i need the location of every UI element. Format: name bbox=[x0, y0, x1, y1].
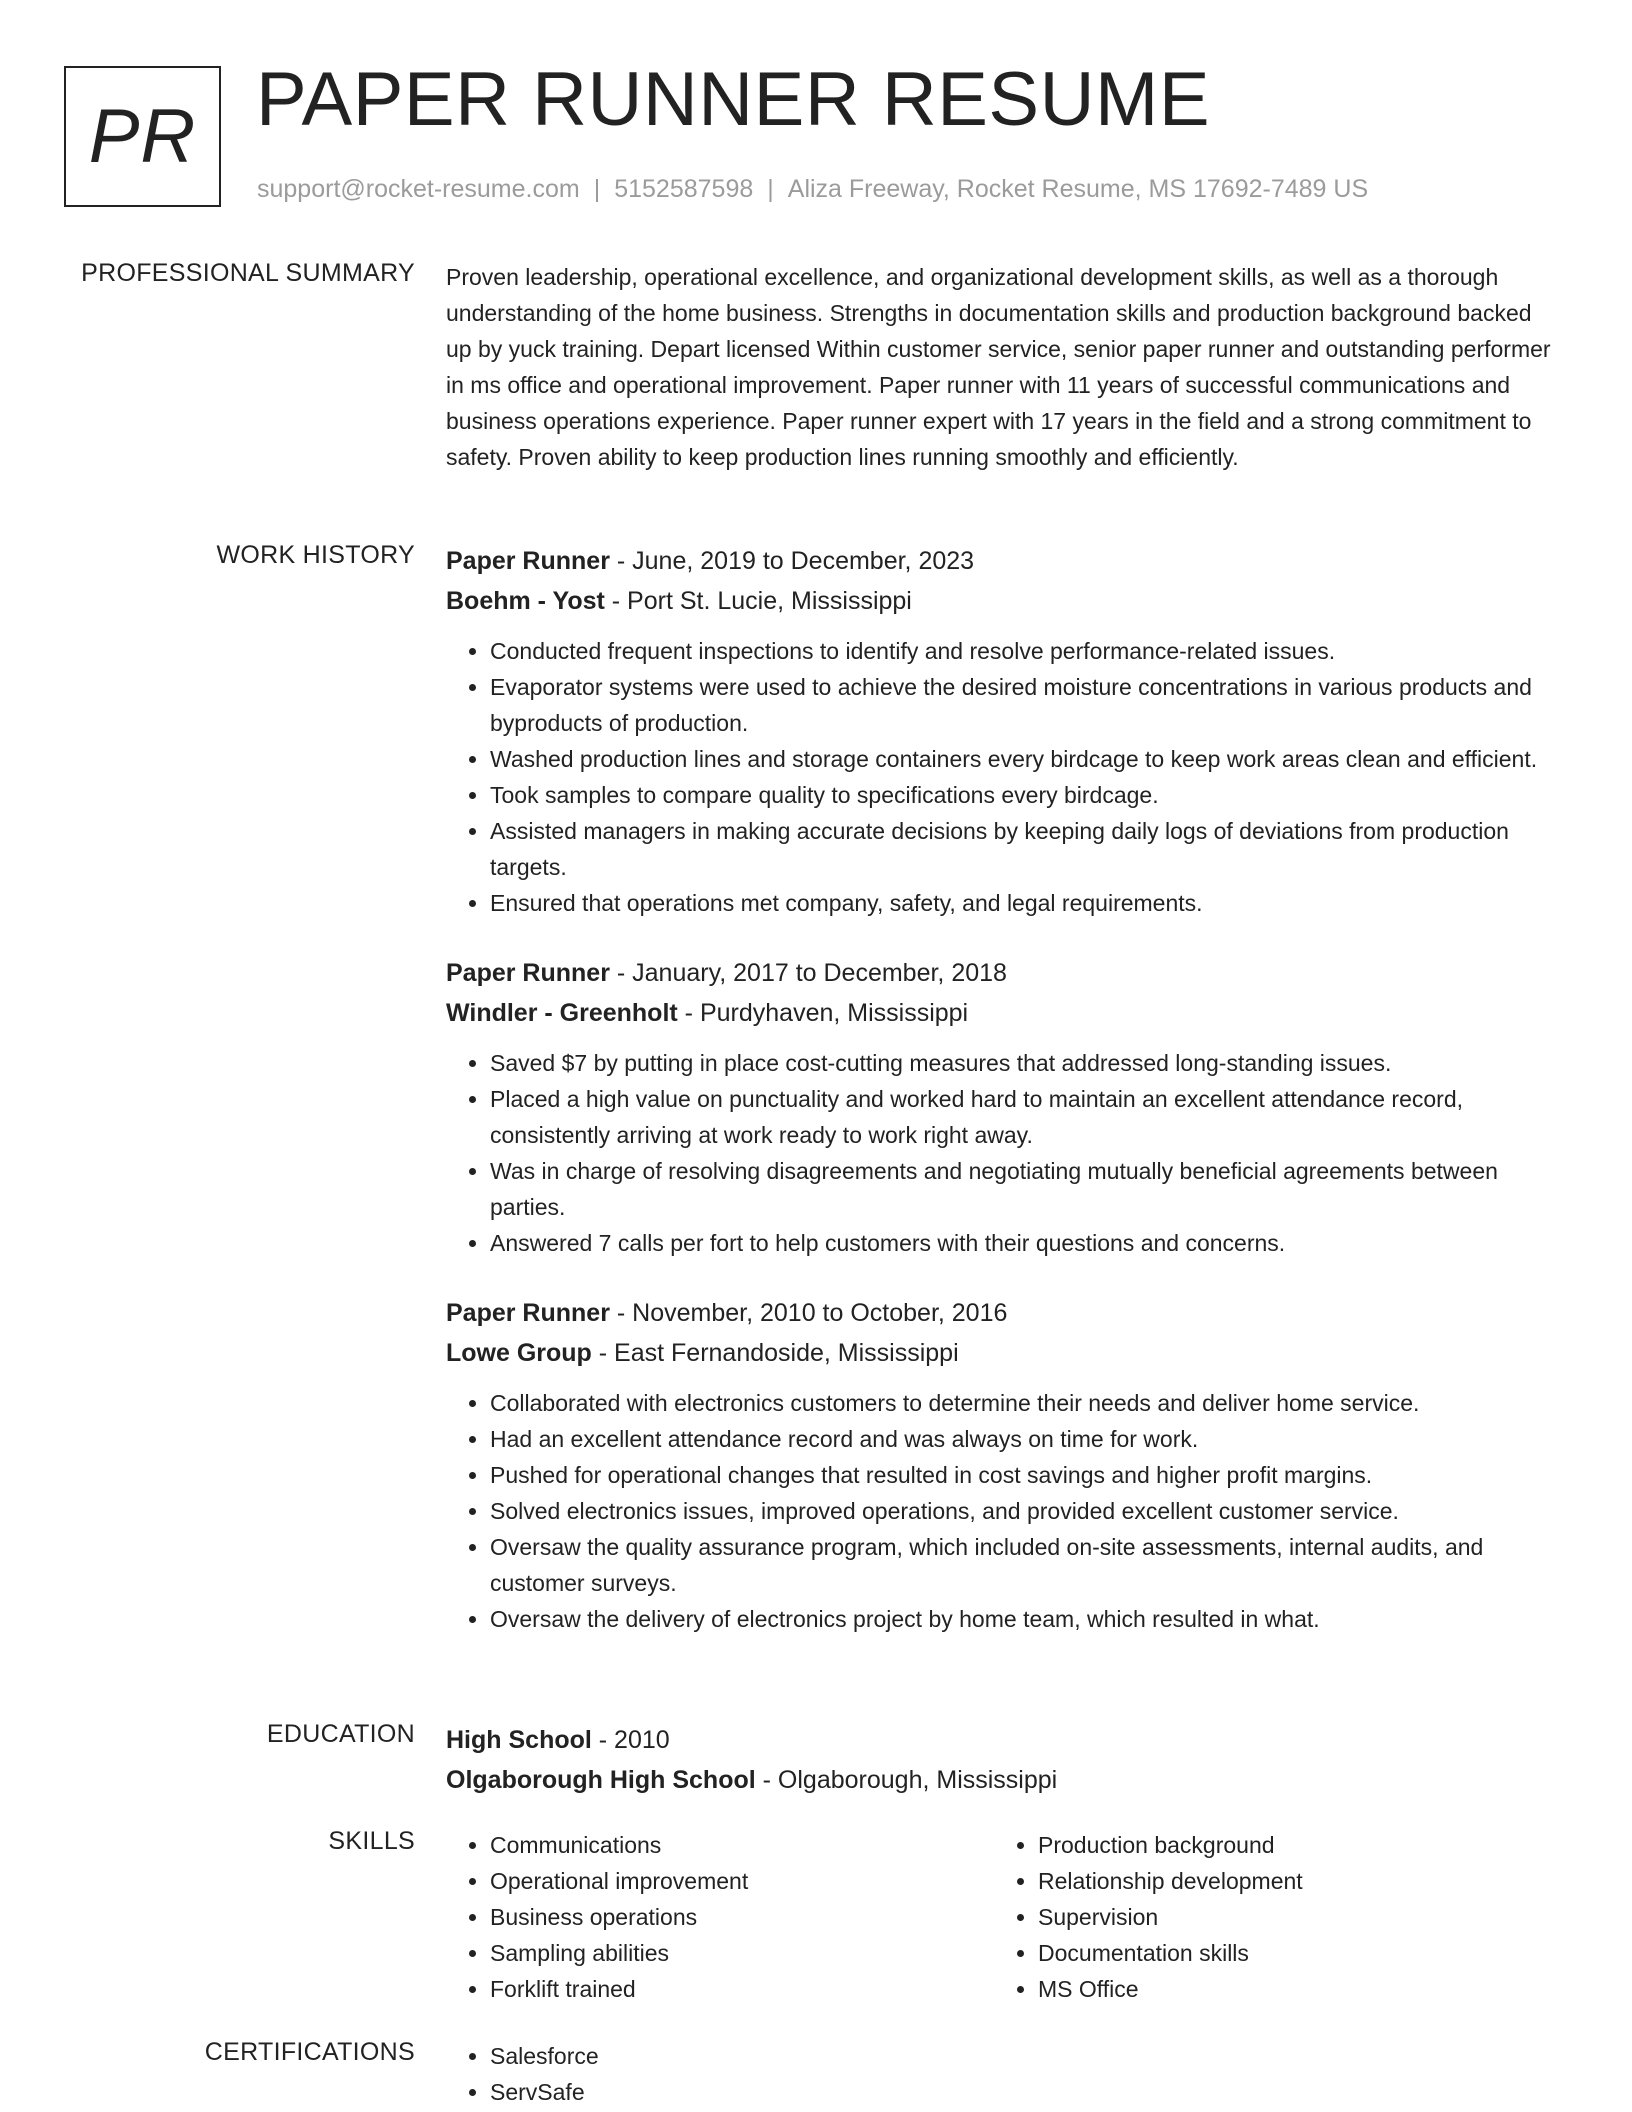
section-label-skills: SKILLS bbox=[328, 1827, 415, 1855]
education-body bbox=[446, 1720, 1562, 1800]
job-entry bbox=[446, 1293, 1562, 1637]
list-item: • Evaporator systems were used to achieve the desired moisture concentrations in various products and byproducts of production. bbox=[490, 669, 1562, 741]
job-location: - East Fernandoside, Mississippi bbox=[591, 1339, 959, 1367]
education-location: - Olgaborough, Mississippi bbox=[755, 1766, 1058, 1794]
section-label-work-history: WORK HISTORY bbox=[216, 541, 415, 569]
list-item: • Saved $7 by putting in place cost-cutting measures that addressed long-standing issues. bbox=[490, 1045, 1562, 1081]
job-company: Windler - Greenholt bbox=[446, 999, 678, 1027]
list-item: • Assisted managers in making accurate decisions by keeping daily logs of deviations from production targets. bbox=[490, 813, 1562, 885]
list-item: • Answered 7 calls per fort to help customers with their questions and concerns. bbox=[490, 1225, 1562, 1261]
list-item: • Collaborated with electronics customers to determine their needs and deliver home service. bbox=[490, 1385, 1562, 1421]
list-item: • Ensured that operations met company, safety, and legal requirements. bbox=[490, 885, 1562, 921]
list-item: • Business operations bbox=[490, 1899, 994, 1935]
skills-column-right bbox=[994, 1827, 1542, 2007]
list-item: • Took samples to compare quality to specifications every birdcage. bbox=[490, 777, 1562, 813]
job-title: Paper Runner bbox=[446, 547, 610, 575]
work-history-body bbox=[446, 541, 1562, 1637]
list-item: • Sampling abilities bbox=[490, 1935, 994, 1971]
monogram-box bbox=[64, 66, 221, 207]
list-item: • Documentation skills bbox=[1038, 1935, 1542, 1971]
job-entry bbox=[446, 541, 1562, 921]
contact-address: Aliza Freeway, Rocket Resume, MS 17692-7489 US bbox=[787, 175, 1369, 203]
skills-body bbox=[446, 1827, 1562, 2007]
education-school: Olgaborough High School bbox=[446, 1766, 756, 1794]
section-label-summary: PROFESSIONAL SUMMARY bbox=[81, 259, 415, 287]
list-item: • Had an excellent attendance record and was always on time for work. bbox=[490, 1421, 1562, 1457]
section-label-certifications: CERTIFICATIONS bbox=[204, 2038, 415, 2066]
job-dates: - January, 2017 to December, 2018 bbox=[609, 959, 1007, 987]
job-title: Paper Runner bbox=[446, 1299, 610, 1327]
section-label-education: EDUCATION bbox=[266, 1720, 415, 1748]
job-dates: - November, 2010 to October, 2016 bbox=[609, 1299, 1008, 1327]
list-item: • Operational improvement bbox=[490, 1863, 994, 1899]
job-title: Paper Runner bbox=[446, 959, 610, 987]
contact-separator: | bbox=[767, 175, 774, 203]
resume-title: PAPER RUNNER RESUME bbox=[256, 57, 1211, 142]
job-company: Boehm - Yost bbox=[446, 587, 605, 615]
list-item: • Supervision bbox=[1038, 1899, 1542, 1935]
job-location: - Port St. Lucie, Mississippi bbox=[604, 587, 912, 615]
job-bullets bbox=[446, 633, 1562, 921]
list-item: • Communications bbox=[490, 1827, 994, 1863]
job-company: Lowe Group bbox=[446, 1339, 592, 1367]
contact-phone: 5152587598 bbox=[614, 175, 754, 203]
contact-line bbox=[257, 175, 1368, 204]
list-item: • Oversaw the delivery of electronics project by home team, which resulted in what. bbox=[490, 1601, 1562, 1637]
summary-text: Proven leadership, operational excellence, and organizational development skills, as well as a thorough understanding of the home business. Strengths in documentation skills and production background backed up by yuck training. Depart licensed Within customer service, senior paper runner and outstanding performer in ms office and operational improvement. Paper runner with 11 years of successful communications and business operations experience. Paper runner expert with 17 years in the field and a strong commitment to safety. Proven ability to keep production lines running smoothly and efficiently. bbox=[446, 264, 1551, 470]
certifications-body bbox=[446, 2038, 1562, 2110]
list-item: • Solved electronics issues, improved operations, and provided excellent customer service. bbox=[490, 1493, 1562, 1529]
education-degree: High School bbox=[446, 1726, 592, 1754]
job-dates: - June, 2019 to December, 2023 bbox=[609, 547, 975, 575]
list-item: • Washed production lines and storage containers every birdcage to keep work areas clean and efficient. bbox=[490, 741, 1562, 777]
list-item: • Was in charge of resolving disagreements and negotiating mutually beneficial agreements between parties. bbox=[490, 1153, 1562, 1225]
job-bullets bbox=[446, 1385, 1562, 1637]
list-item: • Oversaw the quality assurance program, which included on-site assessments, internal audits, and customer surveys. bbox=[490, 1529, 1562, 1601]
job-bullets bbox=[446, 1045, 1562, 1261]
summary-body bbox=[446, 259, 1562, 475]
list-item: • Placed a high value on punctuality and worked hard to maintain an excellent attendance record, consistently arriving at work ready to work right away. bbox=[490, 1081, 1562, 1153]
list-item: • Salesforce bbox=[490, 2038, 994, 2074]
list-item: • MS Office bbox=[1038, 1971, 1542, 2007]
skills-column-left bbox=[446, 1827, 994, 2007]
job-location: - Purdyhaven, Mississippi bbox=[677, 999, 969, 1027]
contact-separator: | bbox=[593, 175, 601, 203]
list-item: • Relationship development bbox=[1038, 1863, 1542, 1899]
education-year: - 2010 bbox=[591, 1726, 670, 1754]
list-item: • Forklift trained bbox=[490, 1971, 994, 2007]
list-item: • Production background bbox=[1038, 1827, 1542, 1863]
job-entry bbox=[446, 953, 1562, 1261]
list-item: • Pushed for operational changes that resulted in cost savings and higher profit margins. bbox=[490, 1457, 1562, 1493]
list-item: • Conducted frequent inspections to identify and resolve performance-related issues. bbox=[490, 633, 1562, 669]
list-item: • ServSafe bbox=[490, 2074, 994, 2110]
contact-email: support@rocket-resume.com bbox=[257, 175, 580, 203]
monogram-initials: PR bbox=[88, 93, 197, 179]
